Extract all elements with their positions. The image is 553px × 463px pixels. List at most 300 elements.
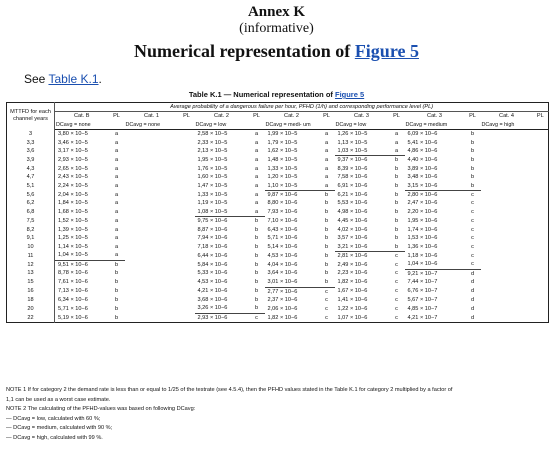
pfhd-value-cell: 3,21 × 10−6	[335, 243, 389, 252]
pfhd-value-cell: 6,34 × 10−6	[58, 296, 88, 303]
pfhd-value-cell: 4,40 × 10−6	[407, 157, 438, 164]
mttfd-cell: 5,1	[7, 182, 55, 191]
pfhd-value-cell: 1,22 × 10−6	[337, 305, 368, 312]
pfhd-value-cell: 1,03 × 10−5	[335, 147, 389, 156]
pfhd-value-cell: 8,39 × 10−6	[337, 165, 368, 172]
pl-value-cell: a	[324, 165, 329, 172]
pfhd-value-cell: 1,76 × 10−5	[197, 165, 228, 172]
pl-value-cell	[179, 313, 195, 322]
category-header: Cat. 2	[214, 113, 229, 120]
pfhd-value-cell	[481, 199, 533, 207]
pl-value-cell	[533, 147, 549, 156]
pfhd-value-cell: 2,77 × 10−6	[267, 288, 298, 295]
pl-value-cell	[179, 199, 195, 207]
pl-value-cell: d	[470, 314, 475, 321]
pfhd-value-cell: 5,14 × 10−6	[267, 243, 298, 250]
table-row	[7, 313, 549, 322]
pl-value-cell	[179, 304, 195, 313]
dcavg-header: DCavg = medium	[405, 121, 481, 130]
mttfd-cell: 9,1	[7, 234, 55, 242]
pl-value-cell: b	[394, 182, 399, 189]
pfhd-value-cell	[125, 173, 179, 181]
pl-value-cell: c	[471, 192, 474, 199]
table-notes	[6, 386, 548, 444]
pl-value-cell: b	[114, 270, 119, 277]
pfhd-value-cell: 1,84 × 10−5	[58, 200, 88, 207]
pl-value-cell	[533, 251, 549, 260]
pfhd-value-cell	[125, 251, 179, 260]
pfhd-value-cell	[481, 139, 533, 147]
pl-value-cell: a	[114, 157, 119, 164]
table-row	[7, 287, 549, 296]
mttfd-cell: 10	[7, 243, 55, 252]
pl-value-cell: c	[395, 279, 398, 286]
pl-value-cell	[533, 226, 549, 234]
pfhd-value-cell: 1,82 × 10−6	[267, 314, 298, 321]
table-row	[7, 156, 549, 165]
mttfd-cell: 6,2	[7, 199, 55, 207]
pl-value-cell: c	[471, 209, 474, 216]
pl-value-cell: b	[470, 139, 475, 146]
pfhd-value-cell	[481, 251, 533, 260]
pfhd-value-cell: 1,20 × 10−5	[267, 174, 298, 181]
pl-value-cell: b	[114, 296, 119, 303]
table-row	[7, 199, 549, 207]
pfhd-value-cell: 7,44 × 10−7	[407, 279, 438, 286]
pfhd-value-cell: 1,39 × 10−5	[58, 226, 88, 233]
note-dc-low: — DCavg = low, calculated with 60 %;	[6, 415, 101, 422]
pl-value-cell: a	[254, 165, 259, 172]
pfhd-value-cell: 2,37 × 10−6	[267, 296, 298, 303]
pl-value-cell: c	[471, 218, 474, 225]
table-row	[7, 226, 549, 234]
pfhd-value-cell: 1,53 × 10−6	[407, 235, 438, 242]
pfhd-value-cell	[125, 234, 179, 242]
pl-value-cell: b	[324, 226, 329, 233]
pl-value-cell	[533, 243, 549, 252]
pl-value-cell: d	[470, 270, 475, 277]
table-caption	[0, 90, 553, 99]
pfhd-value-cell	[125, 269, 179, 278]
pfhd-value-cell: 2,24 × 10−5	[58, 182, 88, 189]
pfhd-value-cell	[125, 130, 179, 139]
pfhd-value-cell: 2,20 × 10−6	[407, 209, 438, 216]
pl-value-cell: a	[324, 157, 329, 164]
heading-text: Numerical representation of	[134, 41, 355, 61]
pfhd-value-cell: 3,89 × 10−6	[407, 165, 438, 172]
pfhd-value-cell	[125, 287, 179, 296]
category-header: Cat. 1	[144, 113, 159, 120]
pl-value-cell: b	[394, 209, 399, 216]
pl-value-cell	[179, 208, 195, 217]
pfhd-value-cell: 2,23 × 10−6	[337, 270, 368, 277]
table-row	[7, 130, 549, 139]
pl-value-cell	[533, 278, 549, 287]
pl-value-cell	[179, 217, 195, 226]
pl-value-cell: a	[254, 131, 259, 138]
annex-title: Annex K	[247, 4, 306, 20]
table-row	[7, 278, 549, 287]
pfhd-value-cell: 2,93 × 10−6	[197, 314, 228, 321]
pfhd-value-cell	[125, 313, 179, 322]
mttfd-cell: 3,9	[7, 156, 55, 165]
pl-value-cell: b	[324, 243, 329, 250]
pl-value-cell: c	[325, 314, 328, 321]
pl-value-cell: b	[470, 131, 475, 138]
pl-value-cell: a	[114, 131, 119, 138]
pl-value-cell: a	[114, 200, 119, 207]
pfhd-value-cell: 4,86 × 10−6	[407, 148, 438, 155]
mttfd-cell: 4,3	[7, 165, 55, 173]
table-row	[7, 243, 549, 252]
pl-value-cell: c	[471, 226, 474, 233]
pl-value-cell: c	[395, 296, 398, 303]
pl-value-cell	[533, 260, 549, 269]
pfhd-value-cell: 3,64 × 10−6	[267, 270, 298, 277]
pfhd-value-cell: 1,95 × 10−5	[197, 157, 228, 164]
pl-value-cell	[533, 208, 549, 217]
pfhd-value-cell: 1,99 × 10−5	[267, 131, 298, 138]
pfhd-value-cell: 1,14 × 10−5	[58, 243, 88, 250]
category-header: Cat. 3	[427, 113, 442, 120]
pl-value-cell: b	[254, 243, 259, 250]
pl-value-cell: a	[394, 131, 399, 138]
pfhd-value-cell: 4,45 × 10−6	[337, 218, 368, 225]
pfhd-value-cell: 5,71 × 10−6	[267, 235, 298, 242]
pfhd-value-cell: 8,87 × 10−6	[197, 226, 228, 233]
mttfd-cell: 15	[7, 278, 55, 287]
pl-value-cell	[533, 269, 549, 278]
table-row	[7, 165, 549, 173]
table-row	[7, 304, 549, 313]
pl-value-cell: a	[114, 182, 119, 189]
pl-value-cell: b	[254, 296, 259, 303]
pfhd-value-cell: 4,98 × 10−6	[337, 209, 368, 216]
pl-value-cell: a	[114, 139, 119, 146]
pfhd-value-cell: 2,65 × 10−5	[58, 165, 88, 172]
pfhd-value-cell: 1,04 × 10−6	[405, 260, 465, 269]
pl-value-cell: b	[324, 235, 329, 242]
pfhd-value-cell	[481, 173, 533, 181]
mttfd-cell: 5,6	[7, 191, 55, 200]
pfhd-value-cell: 1,74 × 10−6	[407, 226, 438, 233]
note-2: NOTE 2 The calculating of the PFHD-values was based on following DCavg:	[6, 406, 196, 413]
pl-value-cell: b	[394, 191, 399, 198]
pfhd-value-cell: 2,47 × 10−6	[407, 200, 438, 207]
pfhd-value-cell	[481, 208, 533, 217]
pl-value-cell: a	[109, 251, 125, 260]
pfhd-value-cell: 4,21 × 10−6	[197, 288, 228, 295]
pfhd-value-cell: 7,10 × 10−6	[267, 218, 298, 225]
pfhd-value-cell: 3,15 × 10−6	[405, 182, 465, 191]
pfhd-value-cell	[481, 260, 533, 269]
pfhd-value-cell	[125, 156, 179, 165]
pfhd-value-cell: 1,08 × 10−5	[195, 208, 249, 217]
pfhd-value-cell: 1,26 × 10−5	[337, 131, 368, 138]
pfhd-value-cell	[481, 234, 533, 242]
pfhd-value-cell: 4,21 × 10−7	[407, 314, 438, 321]
pfhd-value-cell	[125, 147, 179, 156]
pl-value-cell: b	[254, 270, 259, 277]
pfhd-value-cell: 6,44 × 10−6	[197, 252, 228, 259]
pl-value-cell	[533, 139, 549, 147]
pl-value-cell: b	[394, 157, 399, 164]
pl-value-cell: a	[114, 243, 119, 250]
pl-value-cell: c	[395, 252, 398, 259]
pl-value-cell: b	[114, 279, 119, 286]
pl-value-cell: c	[325, 288, 328, 295]
pl-value-cell: a	[324, 131, 329, 138]
pl-value-cell: a	[254, 174, 259, 181]
pl-value-cell: a	[114, 148, 119, 155]
pl-value-cell: a	[249, 208, 265, 217]
dcavg-header: DCavg = medi- um	[265, 121, 335, 130]
pfhd-value-cell: 1,95 × 10−6	[407, 218, 438, 225]
pfhd-value-cell: 1,13 × 10−5	[337, 139, 368, 146]
pfhd-value-cell: 5,33 × 10−6	[197, 270, 228, 277]
pl-value-cell	[179, 182, 195, 191]
note-dc-high: — DCavg = high, calculated with 99 %.	[6, 434, 103, 441]
category-header: Cat. B	[73, 113, 90, 120]
pl-value-cell: a	[114, 218, 119, 225]
pfhd-value-cell: 6,43 × 10−6	[267, 226, 298, 233]
figure-5-caption-link[interactable]: Figure 5	[334, 90, 365, 99]
pfhd-value-cell: 1,52 × 10−5	[58, 218, 88, 225]
pfhd-value-cell: 6,09 × 10−6	[407, 131, 438, 138]
pfhd-value-cell: 1,19 × 10−5	[197, 200, 228, 207]
pfhd-value-cell	[125, 182, 179, 191]
pl-value-cell: a	[254, 182, 259, 189]
pl-value-cell: b	[254, 279, 259, 286]
pfhd-value-cell: 9,21 × 10−7	[407, 270, 438, 277]
mttfd-cell: 4,7	[7, 173, 55, 181]
pl-value-cell	[179, 130, 195, 139]
pfhd-value-cell: 3,17 × 10−5	[58, 148, 88, 155]
pl-header: PL	[323, 113, 330, 120]
pl-header: PL	[253, 113, 260, 120]
table-k1-link[interactable]: Table K.1	[48, 72, 99, 86]
pfhd-value-cell: 2,80 × 10−6	[407, 192, 438, 199]
figure-5-heading-link[interactable]: Figure 5	[354, 41, 419, 61]
pfhd-value-cell: 1,41 × 10−6	[337, 296, 368, 303]
pfhd-value-cell: 2,93 × 10−5	[58, 157, 88, 164]
mttfd-cell: 12	[7, 260, 55, 269]
pfhd-value-cell: 3,46 × 10−5	[58, 139, 88, 146]
pl-value-cell: b	[394, 174, 399, 181]
pfhd-value-cell: 7,93 × 10−6	[267, 209, 298, 216]
pl-value-cell	[179, 173, 195, 181]
pl-value-cell: a	[324, 174, 329, 181]
pfhd-value-cell: 5,19 × 10−6	[58, 314, 88, 321]
pl-value-cell: b	[254, 288, 259, 295]
pl-value-cell: b	[470, 157, 475, 164]
pfhd-value-cell: 1,82 × 10−6	[337, 279, 368, 286]
pl-value-cell: c	[471, 252, 474, 259]
pfhd-value-cell	[481, 278, 533, 287]
pfhd-value-cell: 9,75 × 10−6	[197, 218, 228, 225]
pfhd-value-cell	[481, 147, 533, 156]
table-row	[7, 139, 549, 147]
pl-value-cell: d	[470, 279, 475, 286]
pfhd-value-cell	[481, 243, 533, 252]
table-k1	[6, 102, 549, 323]
pl-value-cell	[533, 313, 549, 322]
pfhd-value-cell: 1,25 × 10−5	[58, 235, 88, 242]
pl-value-cell: c	[395, 305, 398, 312]
pl-value-cell	[533, 191, 549, 200]
pl-value-cell: a	[394, 139, 399, 146]
pfhd-value-cell: 1,62 × 10−5	[267, 148, 298, 155]
pfhd-value-cell: 5,71 × 10−6	[58, 305, 88, 312]
pfhd-value-cell: 4,53 × 10−6	[267, 252, 298, 259]
pl-value-cell	[179, 234, 195, 242]
pl-value-cell: c	[471, 200, 474, 207]
dcavg-header: DCavg = none	[55, 121, 125, 130]
table-row	[7, 191, 549, 200]
pfhd-value-cell	[481, 313, 533, 322]
dcavg-header: DCavg = low	[195, 121, 265, 130]
pl-value-cell: b	[319, 278, 335, 287]
table-row	[7, 260, 549, 269]
pl-value-cell	[179, 165, 195, 173]
pl-value-cell: b	[324, 252, 329, 259]
category-header: Cat. 4	[499, 113, 514, 120]
pl-value-cell: b	[324, 261, 329, 268]
mttfd-cell: 3,3	[7, 139, 55, 147]
pl-value-cell	[533, 165, 549, 173]
pfhd-value-cell: 1,33 × 10−5	[197, 191, 228, 198]
pl-value-cell	[533, 234, 549, 242]
pl-value-cell: b	[465, 182, 481, 191]
pl-value-cell: a	[389, 147, 405, 156]
pl-value-cell	[179, 243, 195, 252]
pl-value-cell	[533, 130, 549, 139]
pl-value-cell: a	[254, 191, 259, 198]
dcavg-header: DCavg = none	[125, 121, 195, 130]
pl-value-cell	[179, 287, 195, 296]
pl-value-cell: a	[114, 174, 119, 181]
pfhd-value-cell: 7,18 × 10−6	[197, 243, 228, 250]
pl-value-cell: a	[319, 182, 335, 191]
table-row	[7, 182, 549, 191]
see-prefix: See	[24, 72, 49, 86]
mttfd-cell: 22	[7, 313, 55, 322]
pfhd-value-cell	[481, 130, 533, 139]
pl-value-cell: a	[254, 139, 259, 146]
pfhd-value-cell	[481, 226, 533, 234]
annex-heading	[0, 41, 553, 62]
pl-value-cell: a	[324, 148, 329, 155]
pfhd-value-cell: 2,06 × 10−6	[267, 305, 298, 312]
pl-value-cell	[179, 226, 195, 234]
pl-value-cell: a	[114, 226, 119, 233]
pl-value-cell: c	[471, 235, 474, 242]
table-row	[7, 234, 549, 242]
pl-value-cell: b	[254, 252, 259, 259]
pfhd-value-cell: 1,36 × 10−6	[407, 243, 438, 250]
pl-header: PL	[183, 113, 190, 120]
pl-value-cell: c	[255, 314, 258, 321]
pl-value-cell: b	[470, 174, 475, 181]
pfhd-value-cell	[125, 260, 179, 269]
mttfd-cell: 11	[7, 251, 55, 260]
pfhd-value-cell: 7,58 × 10−6	[337, 174, 368, 181]
pfhd-value-cell: 8,80 × 10−6	[267, 200, 298, 207]
pl-value-cell	[179, 156, 195, 165]
pl-value-cell: c	[325, 296, 328, 303]
pfhd-group-header: Average probability of a dangerous failure per hour, PFHD (1/h) and corresponding performance level (PL)	[55, 103, 549, 112]
mttfd-cell: 18	[7, 296, 55, 304]
pl-value-cell	[179, 296, 195, 304]
pfhd-value-cell: 1,68 × 10−5	[58, 209, 88, 216]
see-reference	[24, 72, 102, 86]
pl-value-cell: c	[395, 314, 398, 321]
pfhd-value-cell: 1,07 × 10−6	[337, 314, 368, 321]
pl-value-cell	[533, 304, 549, 313]
pl-value-cell: b	[394, 200, 399, 207]
pl-value-cell: b	[324, 192, 329, 199]
pl-value-cell: a	[254, 157, 259, 164]
pfhd-value-cell: 5,84 × 10−6	[197, 261, 228, 268]
pfhd-value-cell: 1,60 × 10−5	[197, 174, 228, 181]
mttfd-column-header: MTTFD for each channel years	[7, 103, 55, 130]
pfhd-value-cell: 7,94 × 10−6	[197, 235, 228, 242]
dcavg-header: DCavg = low	[335, 121, 405, 130]
pfhd-value-cell: 6,21 × 10−6	[337, 191, 368, 198]
pl-value-cell: a	[324, 139, 329, 146]
pfhd-value-cell: 4,04 × 10−6	[267, 261, 298, 268]
pl-value-cell: c	[395, 270, 398, 277]
pl-value-cell: b	[324, 218, 329, 225]
pl-header: PL	[536, 113, 544, 120]
pl-value-cell: a	[254, 148, 259, 155]
pl-value-cell: b	[394, 235, 399, 242]
pfhd-value-cell: 2,49 × 10−6	[337, 261, 368, 268]
pl-value-cell: b	[114, 261, 119, 268]
pl-value-cell: c	[465, 260, 481, 269]
pfhd-value-cell	[481, 269, 533, 278]
table-row	[7, 296, 549, 304]
pfhd-value-cell: 8,78 × 10−6	[58, 270, 88, 277]
pfhd-value-cell: 1,79 × 10−5	[267, 139, 298, 146]
table-row	[7, 208, 549, 217]
category-header: Cat. 2	[284, 113, 299, 120]
pfhd-value-cell: 3,80 × 10−5	[58, 131, 88, 138]
table-row	[7, 251, 549, 260]
mttfd-cell: 3	[7, 130, 55, 139]
pl-value-cell: b	[394, 165, 399, 172]
pl-value-cell: b	[324, 209, 329, 216]
pfhd-value-cell: 3,01 × 10−6	[265, 278, 319, 287]
mttfd-cell: 3,6	[7, 147, 55, 156]
pl-value-cell: b	[389, 243, 405, 252]
pl-value-cell	[179, 147, 195, 156]
pl-value-cell: d	[470, 296, 475, 303]
pfhd-value-cell	[125, 278, 179, 287]
pfhd-value-cell	[481, 165, 533, 173]
pl-value-cell	[533, 296, 549, 304]
pfhd-value-cell	[125, 208, 179, 217]
pl-value-cell: a	[114, 191, 119, 198]
pfhd-value-cell: 1,33 × 10−5	[267, 165, 298, 172]
note-dc-medium: — DCavg = medium, calculated with 90 %;	[6, 425, 113, 432]
table-row	[7, 269, 549, 278]
pl-value-cell: b	[254, 235, 259, 242]
table-caption-text: Table K.1 — Numerical representation of	[188, 90, 335, 99]
pl-value-cell	[533, 182, 549, 191]
pfhd-value-cell	[125, 217, 179, 226]
mttfd-cell: 20	[7, 304, 55, 313]
